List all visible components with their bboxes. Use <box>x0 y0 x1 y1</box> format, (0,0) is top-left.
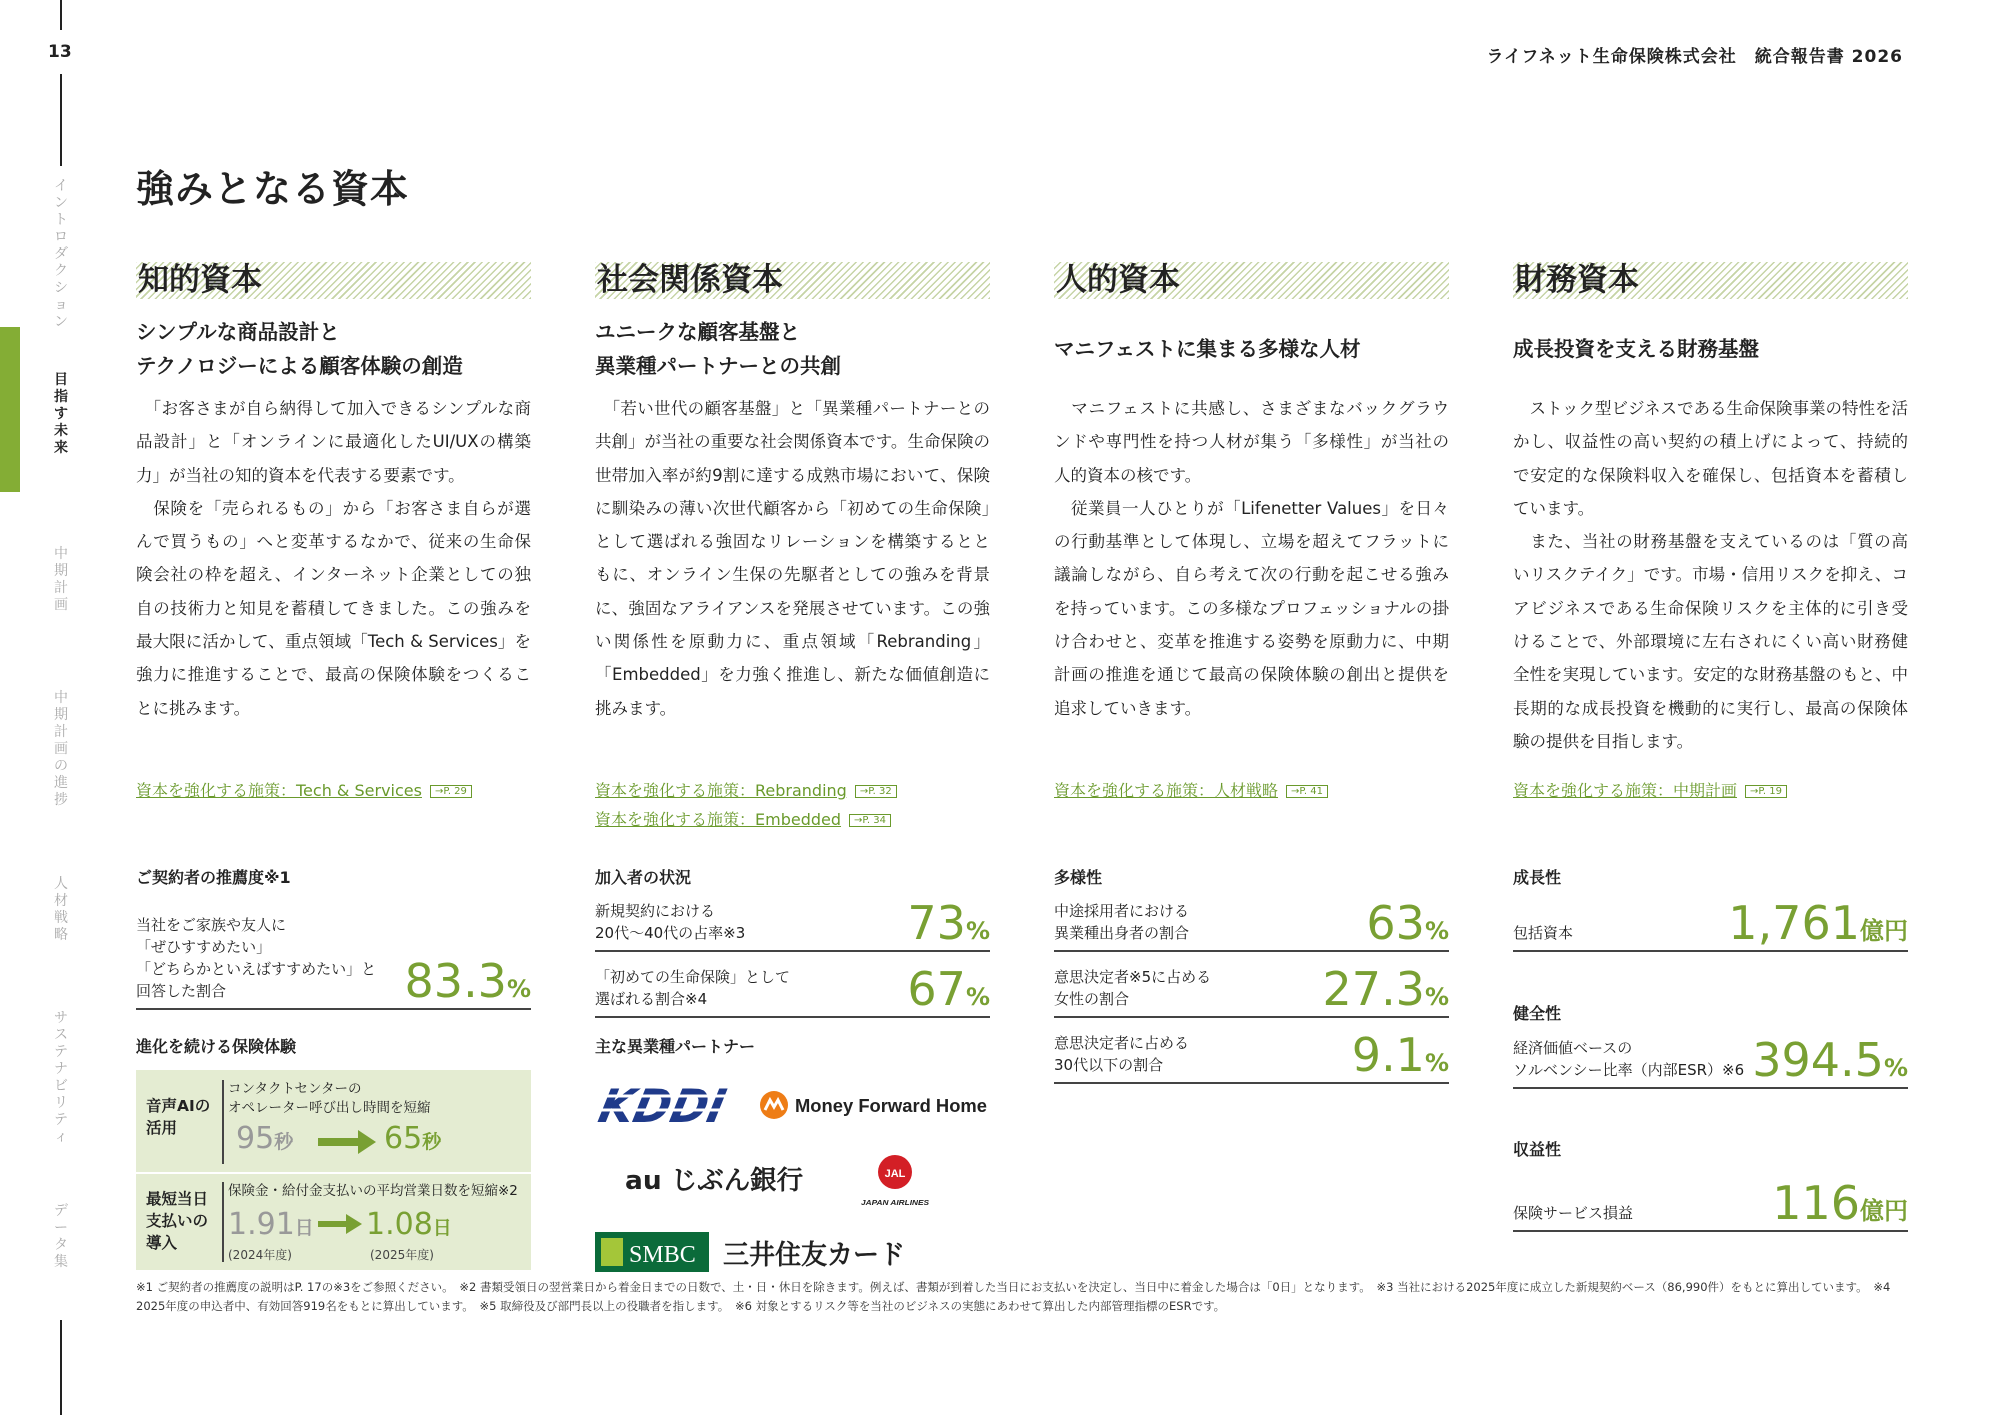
nav-item-future[interactable]: 目指す未来 <box>54 372 68 456</box>
section-head-evolution: 進化を続ける保険体験 <box>136 1037 297 1056</box>
nav-item-introduction[interactable]: イントロダクション <box>54 178 68 330</box>
column-financial-capital <box>1513 262 1909 1230</box>
stat-value: 63% <box>1366 896 1449 950</box>
page-title: 強みとなる資本 <box>136 167 410 211</box>
capital-title: 財務資本 <box>1513 262 1908 299</box>
stat-young-decision-makers <box>1054 1024 1449 1084</box>
evolution-box <box>136 1070 531 1270</box>
nav-line-mid <box>60 74 62 166</box>
stat-value: 73% <box>907 896 990 950</box>
page-ref: →P. 32 <box>855 785 897 798</box>
stat-label: 意思決定者※5に占める 女性の割合 <box>1054 968 1212 1008</box>
year-before: (2024年度) <box>228 1248 292 1262</box>
stat-value: 1,761億円 <box>1728 896 1908 950</box>
arrow-right-icon <box>318 1214 362 1234</box>
nav-line-top <box>60 0 62 30</box>
page-ref: →P. 29 <box>430 785 472 798</box>
link-text: 資本を強化する施策：人材戦略 <box>1054 781 1279 800</box>
evolution-separator <box>222 1080 224 1164</box>
stat-label: 中途採用者における 異業種出身者の割合 <box>1054 902 1190 942</box>
value-after: 1.08日 <box>366 1207 452 1242</box>
section-head-partners: 主な異業種パートナー <box>595 1037 756 1056</box>
section-head-growth: 成長性 <box>1513 868 1562 887</box>
stat-label: 包括資本 <box>1513 924 1574 942</box>
section-head-diversity: 多様性 <box>1054 868 1103 887</box>
stat-esr <box>1513 1029 1908 1089</box>
stat-comprehensive-capital <box>1513 892 1908 952</box>
year-after: (2025年度) <box>370 1248 434 1262</box>
svg-text:Money Forward Home: Money Forward Home <box>795 1096 987 1116</box>
stat-label: 経済価値ベースの ソルベンシー比率（内部ESR）※6 <box>1513 1039 1745 1079</box>
capital-subtitle: マニフェストに集まる多様な人材 <box>1054 337 1361 361</box>
money-forward-logo <box>758 1088 990 1122</box>
value-before: 1.91日 <box>228 1207 314 1242</box>
page-number: 13 <box>48 42 72 62</box>
link-rebranding[interactable] <box>595 778 897 801</box>
link-tech-services[interactable] <box>136 778 472 801</box>
column-intellectual-capital <box>136 262 531 1262</box>
stat-value: 394.5% <box>1752 1033 1908 1087</box>
value-after: 65秒 <box>384 1121 442 1156</box>
capital-body: 「若い世代の顧客基盤」と「異業種パートナーとの共創」が当社の重要な社会関係資本です。生命保険の世帯加入率が約9割に達する成熟市場において、保険に馴染みの薄い次世代顧客から「初めての生命保険」として選ばれる強固なリレーションを構築するとともに、オンライン生保の先駆者としての強みを背景に、強固なアライアンスを発展させています。この強い関係性を原動力に、重点領域「Rebranding」「Embedded」を力強く推進し、新たな価値創造に挑みます。 <box>595 399 990 718</box>
nav-line-bottom <box>60 1320 62 1415</box>
stat-female-decision-makers <box>1054 958 1449 1018</box>
evolution-separator <box>222 1182 224 1262</box>
stat-value: 27.3% <box>1322 962 1449 1016</box>
stat-value: 116億円 <box>1772 1176 1908 1230</box>
nav-item-hr-strategy[interactable]: 人材戦略 <box>54 876 68 943</box>
page-ref: →P. 41 <box>1286 785 1328 798</box>
link-hr-strategy[interactable] <box>1054 778 1328 801</box>
stat-first-insurance <box>595 958 990 1018</box>
stat-label: 意思決定者に占める 30代以下の割合 <box>1054 1034 1190 1074</box>
evolution-name-same-day-payment: 最短当日 支払いの 導入 <box>146 1190 209 1252</box>
evolution-divider <box>136 1172 531 1174</box>
section-head-soundness: 健全性 <box>1513 1004 1562 1023</box>
evolution-name-voice-ai: 音声AIの 活用 <box>146 1097 211 1137</box>
stat-label: 「初めての生命保険」として 選ばれる割合※4 <box>595 968 791 1008</box>
stat-cross-industry <box>1054 892 1449 952</box>
smbc-card-logo <box>595 1232 907 1272</box>
stat-value: 9.1% <box>1351 1028 1449 1082</box>
nav-item-midterm-progress[interactable]: 中期計画の進捗 <box>54 690 68 808</box>
svg-text:JAL: JAL <box>884 1168 906 1180</box>
value-before: 95秒 <box>236 1121 294 1156</box>
stat-label: 当社をご家族や友人に 「ぜひすすめたい」 「どちらかといえばすすめたい」と 回答した割合 <box>136 916 377 1000</box>
link-embedded[interactable] <box>595 807 891 830</box>
link-text: 資本を強化する施策：中期計画 <box>1513 781 1738 800</box>
capital-title: 社会関係資本 <box>595 262 990 299</box>
capital-subtitle: ユニークな顧客基盤と 異業種パートナーとの共創 <box>595 320 841 378</box>
link-text: 資本を強化する施策：Rebranding <box>595 781 847 800</box>
report-header: ライフネット生命保険株式会社 統合報告書 2026 <box>1486 47 1903 67</box>
svg-text:SMBC: SMBC <box>629 1242 696 1268</box>
stat-label: 保険サービス損益 <box>1513 1204 1634 1222</box>
au-jibun-bank-logo <box>625 1155 805 1199</box>
nav-item-midterm-plan[interactable]: 中期計画 <box>54 546 68 613</box>
arrow-right-icon <box>318 1130 376 1154</box>
column-human-capital <box>1054 262 1449 1082</box>
section-head-profitability: 収益性 <box>1513 1140 1562 1159</box>
stat-insurance-service-result <box>1513 1162 1908 1232</box>
section-head-members: 加入者の状況 <box>595 868 692 887</box>
evolution-desc: 保険金・給付金支払いの平均営業日数を短縮※2 <box>228 1183 518 1199</box>
capital-subtitle: 成長投資を支える財務基盤 <box>1513 337 1759 361</box>
link-text: 資本を強化する施策：Tech & Services <box>136 781 422 800</box>
stat-recommendation <box>136 912 531 1010</box>
link-midterm-plan[interactable] <box>1513 778 1787 801</box>
nav-item-sustainability[interactable]: サステナビリティ <box>54 1010 68 1145</box>
svg-text:KDDI: KDDI <box>595 1082 730 1128</box>
nav-item-data[interactable]: データ集 <box>54 1203 68 1270</box>
capital-body: ストック型ビジネスである生命保険事業の特性を活かし、収益性の高い契約の積上げによって、持続的で安定的な保険料収入を確保し、包括資本を蓄積しています。 また、当社の財務基盤を支えているのは「質の高いリスクテイク」です。市場・信用リスクを抑え、コアビジネスである生命保険リスクを主体的に引き受けることで、外部環境に左右されにくい高い財務健全性を実現しています。安定的な財務基盤のもと、中長期的な成長投資を機動的に実行し、最高の保険体験の提供を目指します。 <box>1513 399 1909 751</box>
capital-body: 「お客さまが自ら納得して加入できるシンプルな商品設計」と「オンラインに最適化したUI/UXの構築力」が当社の知的資本を代表する要素です。 保険を「売られるもの」から「お客さま自らが選んで買うもの」へと変革するなかで、従来の生命保険会社の枠を超え、インターネット企業としての独自の技術力と知見を蓄積してきました。この強みを最大限に活かして、重点領域「Tech & Services」を強力に推進することで、最高の保険体験をつくることに挑みます。 <box>136 399 531 718</box>
page-ref: →P. 19 <box>1745 785 1787 798</box>
svg-text:三井住友カード: 三井住友カード <box>723 1240 905 1271</box>
stat-value: 67% <box>907 962 990 1016</box>
evolution-desc: コンタクトセンターの オペレーター呼び出し時間を短縮 <box>228 1081 431 1116</box>
column-social-capital <box>595 262 990 1271</box>
capital-title: 人的資本 <box>1054 262 1449 299</box>
section-head-recommendation: ご契約者の推薦度※1 <box>136 868 291 887</box>
page-ref: →P. 34 <box>849 814 891 827</box>
svg-text:au じぶん銀行: au じぶん銀行 <box>625 1166 803 1196</box>
stat-value: 83.3% <box>404 954 531 1008</box>
link-text: 資本を強化する施策：Embedded <box>595 810 842 829</box>
capital-title: 知的資本 <box>136 262 531 299</box>
footnotes: ※1 ご契約者の推薦度の説明はP. 17の※3をご参照ください。 ※2 書類受領日の翌営業日から着金日までの日数で、土・日・休日を除きます。例えば、書類が到着した当日にお支払いを決定し、当日中に着金した場合は「0日」となります。 ※3 当社における2025年度に成立した新規契約ベース（86,990件）をもとに算出しています。 ※4 2025年度の申込者中、有効回答919名をもとに算出しています。 ※5 取締役及び部門長以上の役職者を指します。 ※6 対象とするリスク等を当社のビジネスの実態にあわせて算出した内部管理指標のESRです。 <box>136 1280 1891 1313</box>
jal-logo <box>860 1152 930 1208</box>
stat-young-share <box>595 892 990 952</box>
capital-subtitle: シンプルな商品設計と テクノロジーによる顧客体験の創造 <box>136 320 463 378</box>
svg-text:JAPAN AIRLINES: JAPAN AIRLINES <box>861 1198 929 1207</box>
kddi-logo <box>595 1082 730 1128</box>
stat-label: 新規契約における 20代〜40代の占率※3 <box>595 902 746 942</box>
capital-body: マニフェストに共感し、さまざまなバックグラウンドや専門性を持つ人材が集う「多様性」が当社の人的資本の核です。 従業員一人ひとりが「Lifenetter Values」を日々の行動基準として体現し、立場を超えてフラットに議論しながら、自ら考えて次の行動を起こせる強みを持っています。この多様なプロフェッショナルの掛け合わせと、変革を推進する姿勢を原動力に、中期計画の推進を通じて最高の保険体験の創出と提供を追求していきます。 <box>1054 399 1449 718</box>
nav-active-indicator <box>0 327 20 492</box>
